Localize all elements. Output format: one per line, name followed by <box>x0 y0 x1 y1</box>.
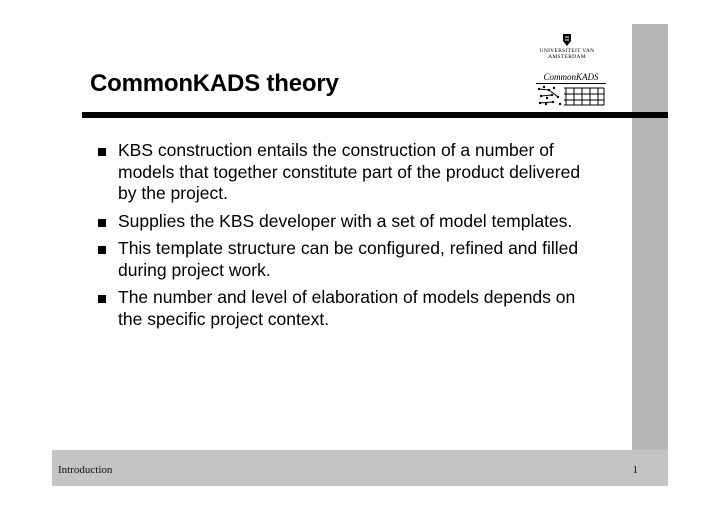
bullet-square-icon <box>98 295 106 303</box>
commonkads-logo <box>536 72 606 111</box>
bullet-item <box>96 238 596 281</box>
bullet-item <box>96 211 596 233</box>
bullet-square-icon <box>98 246 106 254</box>
commonkads-grid-icon <box>536 84 606 106</box>
bullet-item <box>96 140 596 205</box>
slide-frame <box>52 24 668 486</box>
bullet-text: This template structure can be configured, refined and filled during project work. <box>118 238 579 280</box>
university-name: UNIVERSITEIT VAN AMSTERDAM <box>539 48 595 60</box>
right-gray-band <box>632 24 668 486</box>
bullet-text: Supplies the KBS developer with a set of model templates. <box>118 210 573 231</box>
bullet-text: The number and level of elaboration of models depends on the specific project context. <box>118 287 576 329</box>
footer-band <box>52 450 668 486</box>
footer-section: Introduction <box>58 464 113 476</box>
slide-canvas <box>52 24 632 450</box>
crest-icon <box>562 34 572 46</box>
bullet-list <box>96 140 596 336</box>
page-number: 1 <box>632 464 638 476</box>
bullet-square-icon <box>98 148 106 156</box>
slide-title: CommonKADS theory <box>90 70 339 97</box>
university-logo <box>522 34 612 60</box>
commonkads-logo-text: CommonKADS <box>536 72 606 84</box>
bullet-text: KBS construction entails the construction of a number of models that together constitute part of the product delivered by the project. <box>118 140 581 203</box>
bullet-item <box>96 287 596 330</box>
bullet-square-icon <box>98 219 106 227</box>
title-rule <box>82 112 668 118</box>
